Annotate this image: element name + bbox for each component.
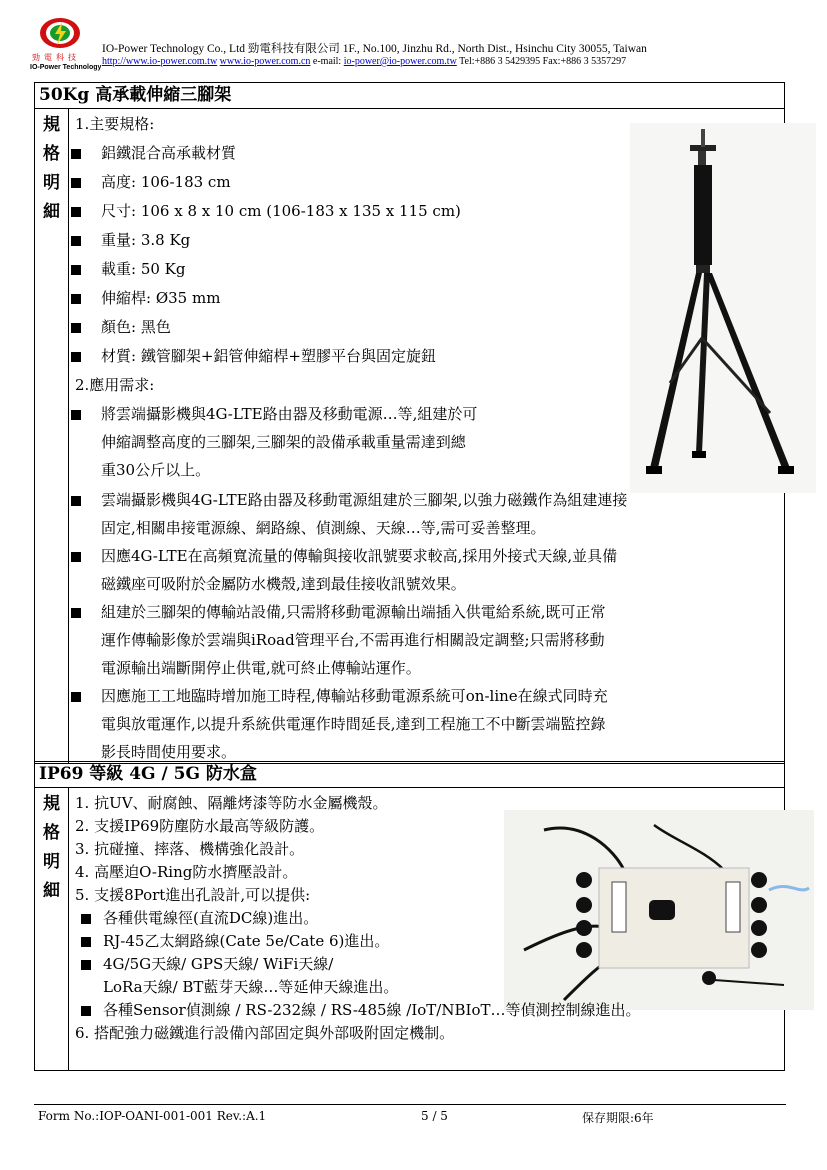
spec-continuation: 重30公斤以上。 bbox=[101, 461, 211, 479]
email-label: e-mail: bbox=[312, 56, 342, 67]
form-number: Form No.:IOP-OANI-001-001 Rev.:A.1 bbox=[38, 1109, 267, 1123]
bullet-square-icon bbox=[71, 692, 81, 702]
website-link-tw[interactable]: http://www.io-power.com.tw bbox=[102, 56, 218, 67]
bullet-square-icon bbox=[71, 323, 81, 333]
side-char: 細 bbox=[43, 202, 60, 222]
logo-chinese-name: 勁電科技 bbox=[32, 53, 80, 62]
logo-ring-icon bbox=[39, 17, 81, 49]
spec-continuation: 電與放電運作,以提升系統供電運作時間延長,達到工程施工不中斷雲端監控錄 bbox=[101, 715, 606, 733]
spec-bullet: 尺寸: 106 x 8 x 10 cm (106-183 x 135 x 115 cm) bbox=[71, 200, 461, 221]
section-title-waterproof-box: IP69 等級 4G / 5G 防水盒 bbox=[35, 762, 785, 788]
box-spec-bullet: 4G/5G天線/ GPS天線/ WiFi天線/ bbox=[81, 953, 333, 974]
spec-continuation: 固定,相關串接電源線、網路線、偵測線、天線…等,需可妥善整理。 bbox=[101, 519, 546, 537]
box-spec-continuation: LoRa天線/ BT藍芽天線…等延伸天線進出。 bbox=[103, 978, 399, 996]
bullet-square-icon bbox=[71, 608, 81, 618]
section-title-tripod: 50Kg 高承載伸縮三腳架 bbox=[35, 83, 785, 109]
box-spec-item: 6. 搭配強力磁鐵進行設備內部固定與外部吸附固定機制。 bbox=[75, 1024, 455, 1042]
side-char: 細 bbox=[43, 881, 60, 901]
bullet-square-icon bbox=[81, 937, 91, 947]
box-spec-item: 1. 抗UV、耐腐蝕、隔離烤漆等防水金屬機殼。 bbox=[75, 794, 388, 812]
bullet-square-icon bbox=[81, 1006, 91, 1016]
bullet-square-icon bbox=[71, 352, 81, 362]
spec-bullet: 重量: 3.8 Kg bbox=[71, 229, 190, 250]
waterproof-box-spec-table bbox=[34, 761, 785, 1071]
spec-continuation: 運作傳輸影像於雲端與iRoad管理平台,不需再進行相關設定調整;只需將移動 bbox=[101, 631, 605, 649]
box-spec-item: 2. 支援IP69防塵防水最高等級防護。 bbox=[75, 817, 325, 835]
spec-bullet: 載重: 50 Kg bbox=[71, 258, 186, 279]
waterproof-box-image-icon bbox=[504, 810, 814, 1010]
waterproof-box-spec-content bbox=[69, 788, 785, 1071]
side-char: 格 bbox=[43, 823, 60, 843]
spec-continuation: 電源輸出端斷開停止供電,就可終止傳輸站運作。 bbox=[101, 659, 421, 677]
waterproof-box-photo bbox=[504, 810, 814, 1010]
box-spec-item: 5. 支援8Port進出孔設計,可以提供: bbox=[75, 886, 311, 904]
tripod-spec-content bbox=[69, 109, 785, 764]
bullet-square-icon bbox=[71, 294, 81, 304]
bullet-square-icon bbox=[71, 265, 81, 275]
side-char: 明 bbox=[43, 852, 60, 872]
bullet-square-icon bbox=[71, 496, 81, 506]
tripod-image-icon bbox=[630, 123, 816, 493]
website-link-cn[interactable]: www.io-power.com.cn bbox=[219, 56, 311, 67]
box-spec-bullet: RJ-45乙太網路線(Cate 5e/Cate 6)進出。 bbox=[81, 930, 389, 951]
page-header bbox=[30, 14, 800, 74]
spec-bullet: 鋁鐵混合高承載材質 bbox=[71, 142, 236, 163]
side-char: 明 bbox=[43, 173, 60, 193]
spec-side-label bbox=[35, 109, 69, 764]
spec-bullet: 組建於三腳架的傳輸站設備,只需將移動電源輸出端插入供電給系統,既可正常 bbox=[71, 601, 606, 622]
page-footer bbox=[34, 1104, 786, 1125]
box-spec-item: 4. 高壓迫O-Ring防水擠壓設計。 bbox=[75, 863, 298, 881]
side-char: 格 bbox=[43, 144, 60, 164]
page-number: 5 / 5 bbox=[421, 1109, 448, 1123]
company-logo bbox=[30, 14, 100, 76]
email-link[interactable]: io-power@io-power.com.tw bbox=[343, 56, 457, 67]
spec-side-label bbox=[35, 788, 69, 1071]
spec-heading: 2.應用需求: bbox=[75, 376, 155, 394]
company-address: IO-Power Technology Co., Ltd 勁電科技有限公司 1F., No.100, Jinzhu Rd., North Dist., Hsinchu City 30055, Taiwan bbox=[102, 43, 647, 55]
bullet-square-icon bbox=[71, 178, 81, 188]
side-char: 規 bbox=[43, 794, 60, 814]
retention-period: 保存期限:6年 bbox=[582, 1111, 654, 1125]
bullet-square-icon bbox=[81, 914, 91, 924]
box-spec-item: 3. 抗碰撞、摔落、機構強化設計。 bbox=[75, 840, 305, 858]
spec-bullet: 顏色: 黑色 bbox=[71, 316, 171, 337]
spec-continuation: 影長時間使用要求。 bbox=[101, 743, 237, 761]
tripod-spec-table bbox=[34, 82, 785, 764]
bullet-square-icon bbox=[81, 960, 91, 970]
tripod-photo bbox=[630, 123, 816, 493]
spec-continuation: 磁鐵座可吸附於金屬防水機殼,達到最佳接收訊號效果。 bbox=[101, 575, 466, 593]
tel-fax: Tel:+886 3 5429395 Fax:+886 3 5357297 bbox=[459, 56, 627, 67]
spec-bullet: 雲端攝影機與4G-LTE路由器及移動電源組建於三腳架,以強力磁鐵作為組建連接 bbox=[71, 489, 627, 510]
spec-bullet: 材質: 鐵管腳架+鋁管伸縮桿+塑膠平台與固定旋鈕 bbox=[71, 345, 436, 366]
spec-bullet: 將雲端攝影機與4G-LTE路由器及移動電源…等,組建於可 bbox=[71, 403, 477, 424]
bullet-square-icon bbox=[71, 236, 81, 246]
box-spec-bullet: 各種Sensor偵測線 / RS-232線 / RS-485線 /IoT/NBIoT…等偵測控制線進出。 bbox=[81, 999, 640, 1020]
bullet-square-icon bbox=[71, 207, 81, 217]
spec-bullet: 高度: 106-183 cm bbox=[71, 171, 231, 192]
bullet-square-icon bbox=[71, 552, 81, 562]
spec-bullet: 伸縮桿: Ø35 mm bbox=[71, 287, 220, 308]
bullet-square-icon bbox=[71, 149, 81, 159]
spec-bullet: 因應4G-LTE在高頻寬流量的傳輸與接收訊號要求較高,採用外接式天線,並具備 bbox=[71, 545, 617, 566]
side-char: 規 bbox=[43, 115, 60, 135]
spec-continuation: 伸縮調整高度的三腳架,三腳架的設備承載重量需達到總 bbox=[101, 433, 466, 451]
box-spec-bullet: 各種供電線徑(直流DC線)進出。 bbox=[81, 907, 318, 928]
spec-bullet: 因應施工工地臨時增加施工時程,傳輸站移動電源系統可on-line在線式同時充 bbox=[71, 685, 608, 706]
logo-english-name: IO-Power Technology bbox=[30, 64, 102, 71]
bullet-square-icon bbox=[71, 410, 81, 420]
contact-line bbox=[102, 56, 626, 67]
spec-heading: 1.主要規格: bbox=[75, 115, 155, 133]
